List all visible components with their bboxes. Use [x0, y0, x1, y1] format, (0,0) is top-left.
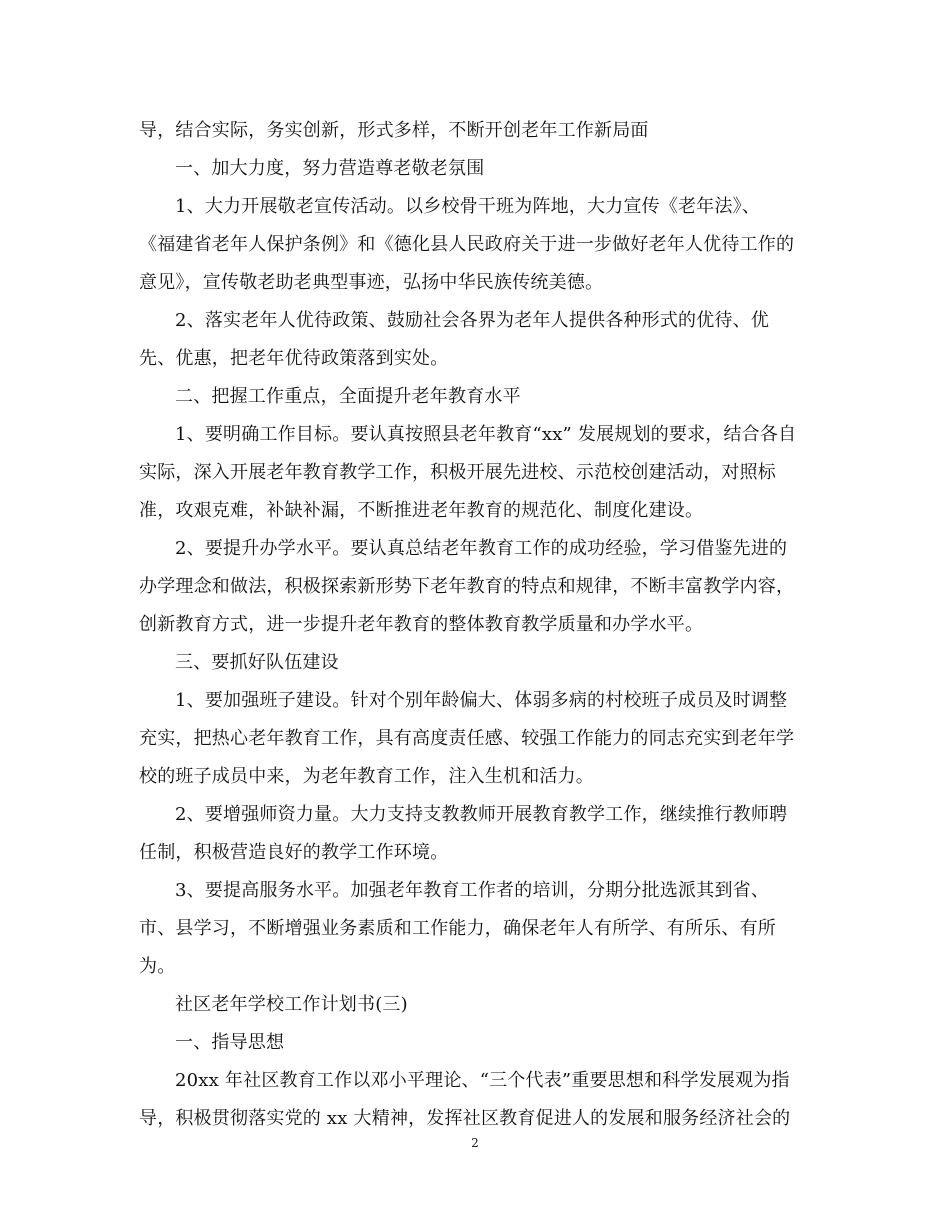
- text-line: 3、要提高服务水平。加强老年教育工作者的培训，分期分批选派其到省、: [175, 880, 770, 901]
- text-line: 任制，积极营造良好的教学工作环境。: [139, 842, 449, 863]
- text-line: 充实，把热心老年教育工作，具有高度责任感、较强工作能力的同志充实到老年学: [139, 728, 795, 749]
- page-number: 2: [471, 1136, 479, 1150]
- text-line: 意见》，宣传敬老助老典型事迹，弘扬中华民族传统美德。: [139, 272, 604, 293]
- text-line: 校的班子成员中来，为老年教育工作，注入生机和活力。: [139, 766, 594, 787]
- text-line: 市、县学习，不断增强业务素质和工作能力，确保老年人有所学、有所乐、有所: [139, 918, 776, 939]
- text-line: 《福建省老年人保护条例》和《德化县人民政府关于进一步做好老年人优待工作的: [139, 234, 795, 255]
- text-line: 一、指导思想: [175, 1032, 285, 1053]
- text-line: 20xx 年社区教育工作以邓小平理论、“三个代表”重要思想和科学发展观为指: [175, 1070, 790, 1091]
- text-line: 2、要提升办学水平。要认真总结老年教育工作的成功经验，学习借鉴先进的: [175, 538, 788, 559]
- text-line: 三、要抓好队伍建设: [175, 652, 339, 673]
- text-line: 实际，深入开展老年教育教学工作，积极开展先进校、示范校创建活动，对照标: [139, 462, 776, 483]
- text-line: 一、加大力度，努力营造尊老敬老氛围: [175, 158, 485, 179]
- text-line: 为。: [139, 956, 176, 977]
- section-heading: 社区老年学校工作计划书(三): [175, 994, 408, 1015]
- text-line: 2、落实老年人优待政策、鼓励社会各界为老年人提供各种形式的优待、优: [175, 310, 770, 331]
- text-line: 导，积极贯彻落实党的 xx 大精神，发挥社区教育促进人的发展和服务经济社会的: [139, 1108, 791, 1129]
- text-line: 1、大力开展敬老宣传活动。以乡校骨干班为阵地，大力宣传《老年法》、: [175, 196, 761, 217]
- text-line: 办学理念和做法，积极探索新形势下老年教育的特点和规律，不断丰富教学内容，: [139, 576, 795, 597]
- text-line: 1、要加强班子建设。针对个别年龄偏大、体弱多病的村校班子成员及时调整: [175, 690, 788, 711]
- text-line: 二、把握工作重点，全面提升老年教育水平: [175, 386, 521, 407]
- text-line: 准，攻艰克难，补缺补漏，不断推进老年教育的规范化、制度化建设。: [139, 500, 704, 521]
- text-line: 创新教育方式，进一步提升老年教育的整体教育教学质量和办学水平。: [139, 614, 704, 635]
- document-body: [139, 112, 814, 1138]
- text-line: 2、要增强师资力量。大力支持支教教师开展教育教学工作，继续推行教师聘: [175, 804, 788, 825]
- text-line: 1、要明确工作目标。要认真按照县老年教育“xx” 发展规划的要求，结合各自: [175, 424, 797, 445]
- text-line: 导，结合实际，务实创新，形式多样，不断开创老年工作新局面: [139, 120, 649, 141]
- text-line: 先、优惠，把老年优待政策落到实处。: [139, 348, 449, 369]
